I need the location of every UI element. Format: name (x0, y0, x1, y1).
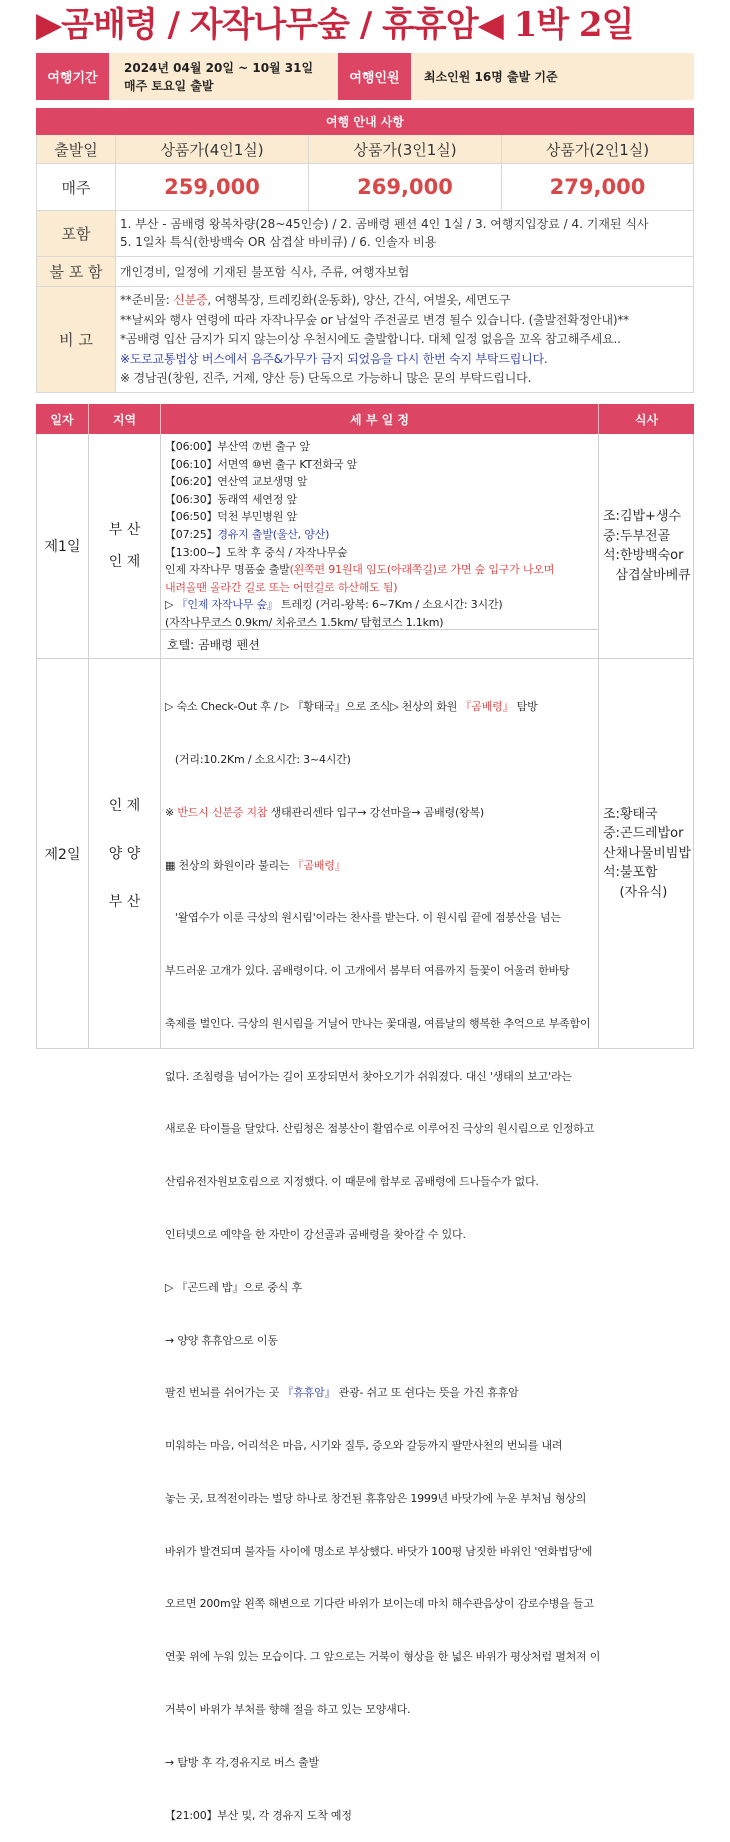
people-value: 최소인원 16명 출발 기준 (424, 69, 558, 84)
day2-line: → 양양 휴휴암으로 이동 (165, 1333, 278, 1347)
day1-hotel: 호텔: 곰배령 펜션 (161, 630, 599, 659)
day1-region-2: 인 제 (108, 554, 141, 570)
day2-schedule (161, 659, 601, 1822)
day2-meal: 중:곤드레밥or (603, 826, 684, 842)
period-label: 여행기간 (36, 53, 109, 100)
price-4-person: 259,000 (116, 164, 309, 211)
day2-meals (599, 659, 694, 1049)
day1-meal: 중:두부전골 (603, 528, 671, 544)
day1-line: 【06:50】덕천 부민병원 앞 (165, 510, 297, 524)
notes-label: 비 고 (36, 287, 116, 393)
day2-line: 바위가 발견되며 불자들 사이에 명소로 부상했다. 바닷가 100평 남짓한 바위인 '연화법당'에 (165, 1544, 593, 1558)
price-2-person: 279,000 (502, 164, 694, 211)
day1-line: 인제 자작나무 명품숲 출발(왼쪽편 91원대 임도(아래쪽길)로 가면 숲 입구가 나오며 (165, 563, 555, 577)
price-header-4: 상품가(4인1실) (116, 135, 309, 164)
day1-line: ▷ 『인제 자작나무 숲』 트레킹 (거리-왕복: 6~7Km / 소요시간: 3시간) (165, 598, 503, 612)
day1-region (89, 434, 161, 659)
exclude-label: 불 포 함 (36, 257, 116, 287)
day2-line: 거북이 바위가 부처를 향해 절을 하고 있는 모양새다. (165, 1703, 411, 1717)
day1-meal: 석:한방백숙or (603, 548, 684, 563)
day2-line: ▷ 『곤드레 밥』으로 중식 후 (165, 1280, 302, 1294)
day2-meal: 산채나물비빔밥 (603, 845, 691, 861)
include-text (116, 211, 694, 257)
day2-line: 부드러운 고개가 있다. 곰배령이다. 이 고개에서 봄부터 여름까지 들꽃이 어울려 한바탕 (165, 964, 570, 978)
day2-line: 산림유전자원보호림으로 지정했다. 이 때문에 함부로 곰배령에 드나들수가 없다. (165, 1175, 539, 1189)
include-line-1: 1. 부산 - 곰배령 왕복차량(28~45인승) / 2. 곰배령 펜션 4인 1실 / 3. 여행지입장료 / 4. 기재된 식사 (120, 217, 649, 231)
day1-meal: 조:김밥+생수 (603, 509, 682, 524)
day2-line: 팔진 번뇌를 쉬어가는 곳 『휴휴암』 관광- 쉬고 또 쉰다는 뜻을 가진 휴휴암 (165, 1386, 519, 1400)
day2-line: ※ 반드시 신분증 지참 생태관리센타 입구→ 강선마을→ 곰배령(왕복) (165, 805, 484, 819)
notes-line-4: ※도로교통법상 버스에서 음주&가무가 금지 되었음을 다시 한번 숙지 부탁드립니다. (120, 351, 548, 366)
period-value (124, 53, 359, 100)
day1-line: 【06:00】부산역 ⑦번 출구 앞 (165, 440, 310, 453)
day2-line: ▷ 숙소 Check-Out 후 / ▷ 『황태국』으로 조식▷ 천상의 화원 『곰배령』 탐방 (165, 700, 538, 714)
day1-region-1: 부 산 (108, 522, 141, 538)
day2-label: 제2일 (36, 659, 89, 1049)
notes-text (116, 287, 694, 393)
day2-region-2: 양 양 (108, 845, 141, 862)
period-dates: 2024년 04월 20일 ~ 10월 31일 (124, 60, 314, 75)
schedule-header-day: 일자 (36, 404, 89, 434)
day2-line: 【21:00】부산 및, 각 경유지 도착 예정 (165, 1808, 352, 1822)
schedule-header-meal: 식사 (599, 404, 694, 434)
day2-region-3: 부 산 (108, 893, 141, 910)
day1-meals (599, 434, 694, 659)
day1-line: 내려올땐 올라간 길로 또는 어떤길로 하산해도 됨) (165, 580, 398, 594)
guide-title: 여행 안내 사항 (36, 108, 694, 135)
notes-line-3: *곰배령 입산 금지가 되지 않는이상 우천시에도 출발합니다. 대체 일정 없음을 꼬옥 참고해주세요.. (120, 332, 621, 347)
day2-meal: 석:불포함 (603, 865, 658, 881)
day2-line: 연꽃 위에 누워 있는 모습이다. 그 앞으로는 거북이 형상을 한 넓은 바위가 평상처럼 펼쳐져 이 (165, 1650, 601, 1664)
people-label: 여행인원 (338, 53, 411, 100)
price-header-departure: 출발일 (36, 135, 116, 164)
day1-line: 【13:00~】도착 후 중식 / 자작나무숲 (165, 545, 348, 559)
include-line-2: 5. 1일차 특식(한방백숙 OR 삼겹살 바비큐) / 6. 인솔자 비용 (120, 235, 437, 249)
period-departure: 매주 토요일 출발 (124, 78, 214, 93)
day1-line: 【07:25】경유지 출발(울산, 양산) (165, 527, 330, 541)
day2-line: (거리:10.2Km / 소요시간: 3~4시간) (165, 752, 351, 766)
day2-meal: (자유식) (603, 884, 668, 900)
price-header-3: 상품가(3인1실) (309, 135, 502, 164)
day1-line: 【06:10】서면역 ⑩번 출구 KT전화국 앞 (165, 457, 358, 471)
day2-region (89, 659, 161, 1049)
day2-line: 축제를 벌인다. 극상의 원시림을 거닐어 만나는 꽃대궐, 여름날의 행복한 추억으로 부족함이 (165, 1016, 591, 1030)
schedule-header-detail: 세 부 일 정 (161, 404, 599, 434)
include-label: 포함 (36, 211, 116, 257)
day1-meal: 삼겹살바베큐 (603, 567, 691, 583)
price-header-2: 상품가(2인1실) (502, 135, 694, 164)
exclude-text: 개인경비, 일정에 기재된 불포함 식사, 주류, 여행자보험 (116, 257, 694, 287)
price-3-person: 269,000 (309, 164, 502, 211)
day2-line: 새로운 타이틀을 달았다. 산림청은 점봉산이 활엽수로 이루어진 극상의 원시림으로 인정하고 (165, 1122, 595, 1136)
day1-label: 제1일 (36, 434, 89, 659)
day1-line: 【06:30】동래역 세연정 앞 (165, 492, 297, 506)
notes-line-5: ※ 경남권(창원, 진주, 거제, 양산 등) 단독으로 가능하니 많은 문의 부탁드립니다. (120, 371, 532, 386)
day2-meal: 조:황태국 (603, 806, 658, 822)
page-title: ▶곰배령 / 자작나무숲 / 휴휴암◀ 1박 2일 (36, 5, 634, 45)
day2-line: ▦ 천상의 화원이라 불리는 『곰배령』 (165, 858, 346, 872)
price-row-label: 매주 (36, 164, 116, 211)
period-row (36, 53, 694, 100)
day1-line: (자작나무코스 0.9km/ 치유코스 1.5km/ 탐험코스 1.1km) (165, 615, 444, 629)
day2-line: → 탐방 후 각,경유지로 버스 출발 (165, 1755, 319, 1769)
day2-line: '왈엽수가 이룬 극상의 원시림'이라는 찬사를 받는다. 이 원시림 끝에 점봉산을 넘는 (165, 911, 561, 925)
day2-line: 미워하는 마음, 어리석은 마음, 시기와 질투, 증오와 갈등까지 팔만사천의 번뇌를 내려 (165, 1439, 563, 1453)
day1-schedule (161, 434, 599, 630)
day2-line: 오르면 200m앞 왼쪽 해변으로 기다란 바위가 보이는데 마치 해수관음상이 감로수병을 들고 (165, 1597, 594, 1611)
notes-line-1: **준비물: 신분증, 여행복장, 트레킹화(운동화), 양산, 간식, 여벌옷, 세면도구 (120, 293, 511, 307)
day2-line: 없다. 조침령을 넘어가는 길이 포장되면서 찾아오기가 쉬워졌다. 대신 '생태의 보고'라는 (165, 1069, 572, 1083)
day1-line: 【06:20】연산역 교보생명 앞 (165, 475, 308, 489)
notes-line-2: **날씨와 행사 연령에 따라 자작나무숲 or 남설악 주전골로 변경 될수 있습니다. (출발전확정안내)** (120, 312, 629, 327)
day2-line: 인터넷으로 예약을 한 자만이 강선골과 곰배령을 찾아갈 수 있다. (165, 1228, 466, 1241)
schedule-header-region: 지역 (89, 404, 161, 434)
day2-line: 놓는 곳, 묘적전이라는 벌당 하나로 창건된 휴휴암은 1999년 바닷가에 누운 부처님 형상의 (165, 1491, 587, 1505)
day2-region-1: 인 제 (108, 797, 141, 814)
